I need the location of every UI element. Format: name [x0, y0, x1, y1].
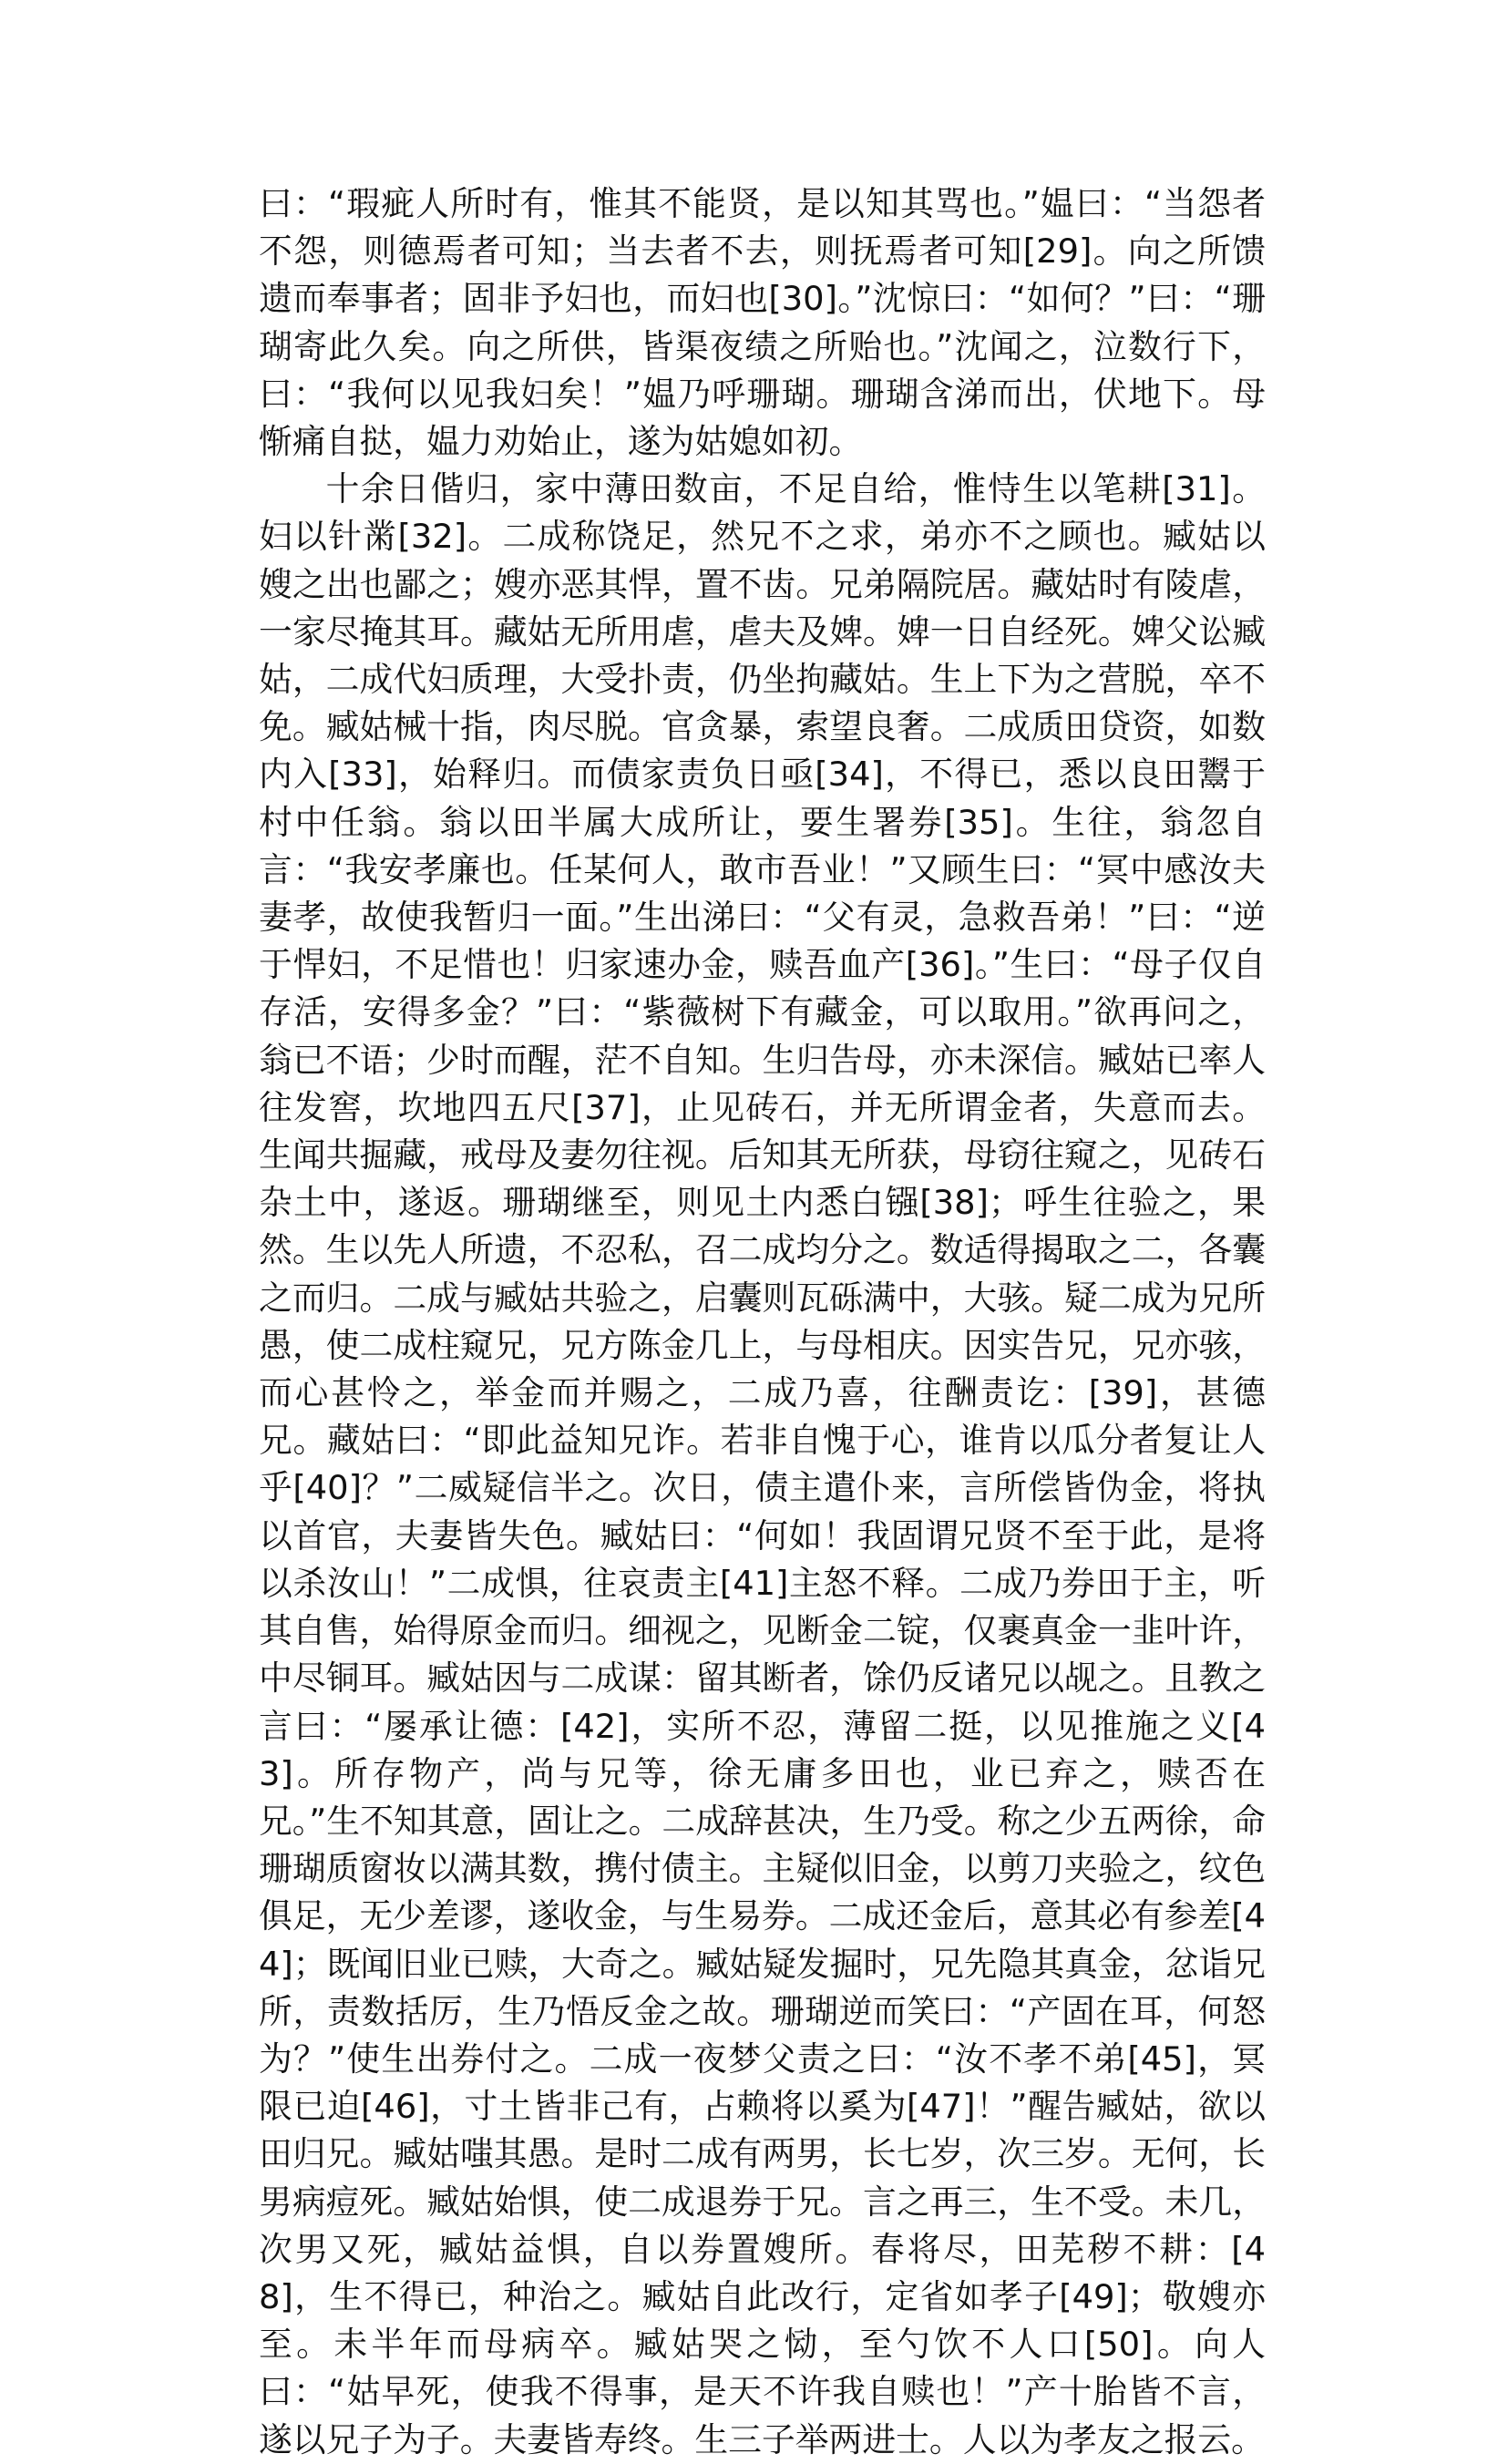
paragraph-main: 十余日偕归，家中薄田数亩，不足自给，惟恃生以笔耕[31]。妇以针黹[32]。二成称饶足，然兄不之求，弟亦不之顾也。臧姑以嫂之出也鄙之；嫂亦恶其悍，置不齿。兄弟隔院居。藏姑时有陵虐，一家尽掩其耳。藏姑无所用虐，虐夫及婢。婢一日自经死。婢父讼臧姑，二成代妇质理，大受扑责，仍坐拘藏姑。生上下为之营脱，卒不免。臧姑械十指，肉尽脱。官贪暴，索望良奢。二成质田贷资，如数内入[33]，始释归。而债家责负日亟[34]，不得已，悉以良田鬻于村中任翁。翁以田半属大成所让，要生署券[35]。生往，翁忽自言：“我安孝廉也。任某何人，敢市吾业！”又顾生曰：“冥中感汝夫妻孝，故使我暂归一面。”生出涕曰：“父有灵，急救吾弟！”曰：“逆于悍妇，不足惜也！归家速办金，赎吾血产[36]。”生曰：“母子仅自存活，安得多金？”曰：“紫薇树下有藏金，可以取用。”欲再问之，翁已不语；少时而醒，茫不自知。生归告母，亦未深信。臧姑已率人往发窖，坎地四五尺[37]，止见砖石，并无所谓金者，失意而去。生闻共掘藏，戒母及妻勿往视。后知其无所获，母窃往窥之，见砖石杂土中，遂返。珊瑚继至，则见土内悉白镪[38]；呼生往验之，果然。生以先人所遗，不忍私，召二成均分之。数适得揭取之二，各囊之而归。二成与臧姑共验之，启囊则瓦砾满中，大骇。疑二成为兄所愚，使二成柱窥兄，兄方陈金几上，与母相庆。因实告兄，兄亦骇，而心甚怜之，举金而并赐之，二成乃喜，往酬责讫：[39]，甚德兄。藏姑曰：“即此益知兄诈。若非自愧于心，谁肯以瓜分者复让人乎[40]？”二威疑信半之。次日，债主遣仆来，言所偿皆伪金，将执以首官，夫妻皆失色。臧姑曰：“何如！我固谓兄贤不至于此，是将以杀汝山！”二成惧，往哀责主[41]主怒不释。二成乃券田于主，听其自售，始得原金而归。细视之，见断金二锭，仅裹真金一韭叶许，中尽铜耳。臧姑因与二成谋：留其断者，馀仍反诸兄以觇之。且教之言曰：“屡承让德：[42]，实所不忍，薄留二挺，以见推施之义[43]。所存物产，尚与兄等，徐无庸多田也，业已弃之，赎否在兄。”生不知其意，固让之。二成辞甚决，生乃受。称之少五两徐，命珊瑚质窗妆以满其数，携付债主。主疑似旧金，以剪刀夹验之，纹色俱足，无少差谬，遂收金，与生易券。二成还金后，意其必有参差[44]；既闻旧业已赎，大奇之。臧姑疑发掘时，兄先隐其真金，忿诣兄所，责数括厉，生乃悟反金之故。珊瑚逆而笑曰：“产固在耳，何怒为？”使生出券付之。二成一夜梦父责之曰：“汝不孝不弟[45]，冥限已迫[46]，寸土皆非己有，占赖将以奚为[47]！”醒告臧姑，欲以田归兄。臧姑嗤其愚。是时二成有两男，长七岁，次三岁。无何，长男病痘死。臧姑始惧，使二成退券于兄。言之再三，生不受。未几，次男又死，臧姑益惧，自以券置嫂所。春将尽，田芜秽不耕：[48]，生不得已，种治之。臧姑自此改行，定省如孝子[49]；敬嫂亦至。未半年而母病卒。臧姑哭之恸，至勺饮不人口[50]。向人曰：“姑早死，使我不得事，是天不许我自赎也！”产十胎皆不言，遂以兄子为子。夫妻皆寿终。生三子举两进士。人以为孝友之报云。	[259, 469, 1266, 2459]
paragraph-continuation: 曰：“瑕疵人所时有，惟其不能贤，是以知其骂也。”媪曰：“当怨者不怨，则德焉者可知；当去者不去，则抚焉者可知[29]。向之所馈遗而奉事者；固非予妇也，而妇也[30]。”沈惊曰：“如何？”曰：“珊瑚寄此久矣。向之所供，皆渠夜绩之所贻也。”沈闻之，泣数行下，曰：“我何以见我妇矣！”媪乃呼珊瑚。珊瑚含涕而出，伏地下。母惭痛自挞，媪力劝始止，遂为姑媳如初。	[259, 184, 1266, 462]
document-page	[259, 180, 1266, 2464]
